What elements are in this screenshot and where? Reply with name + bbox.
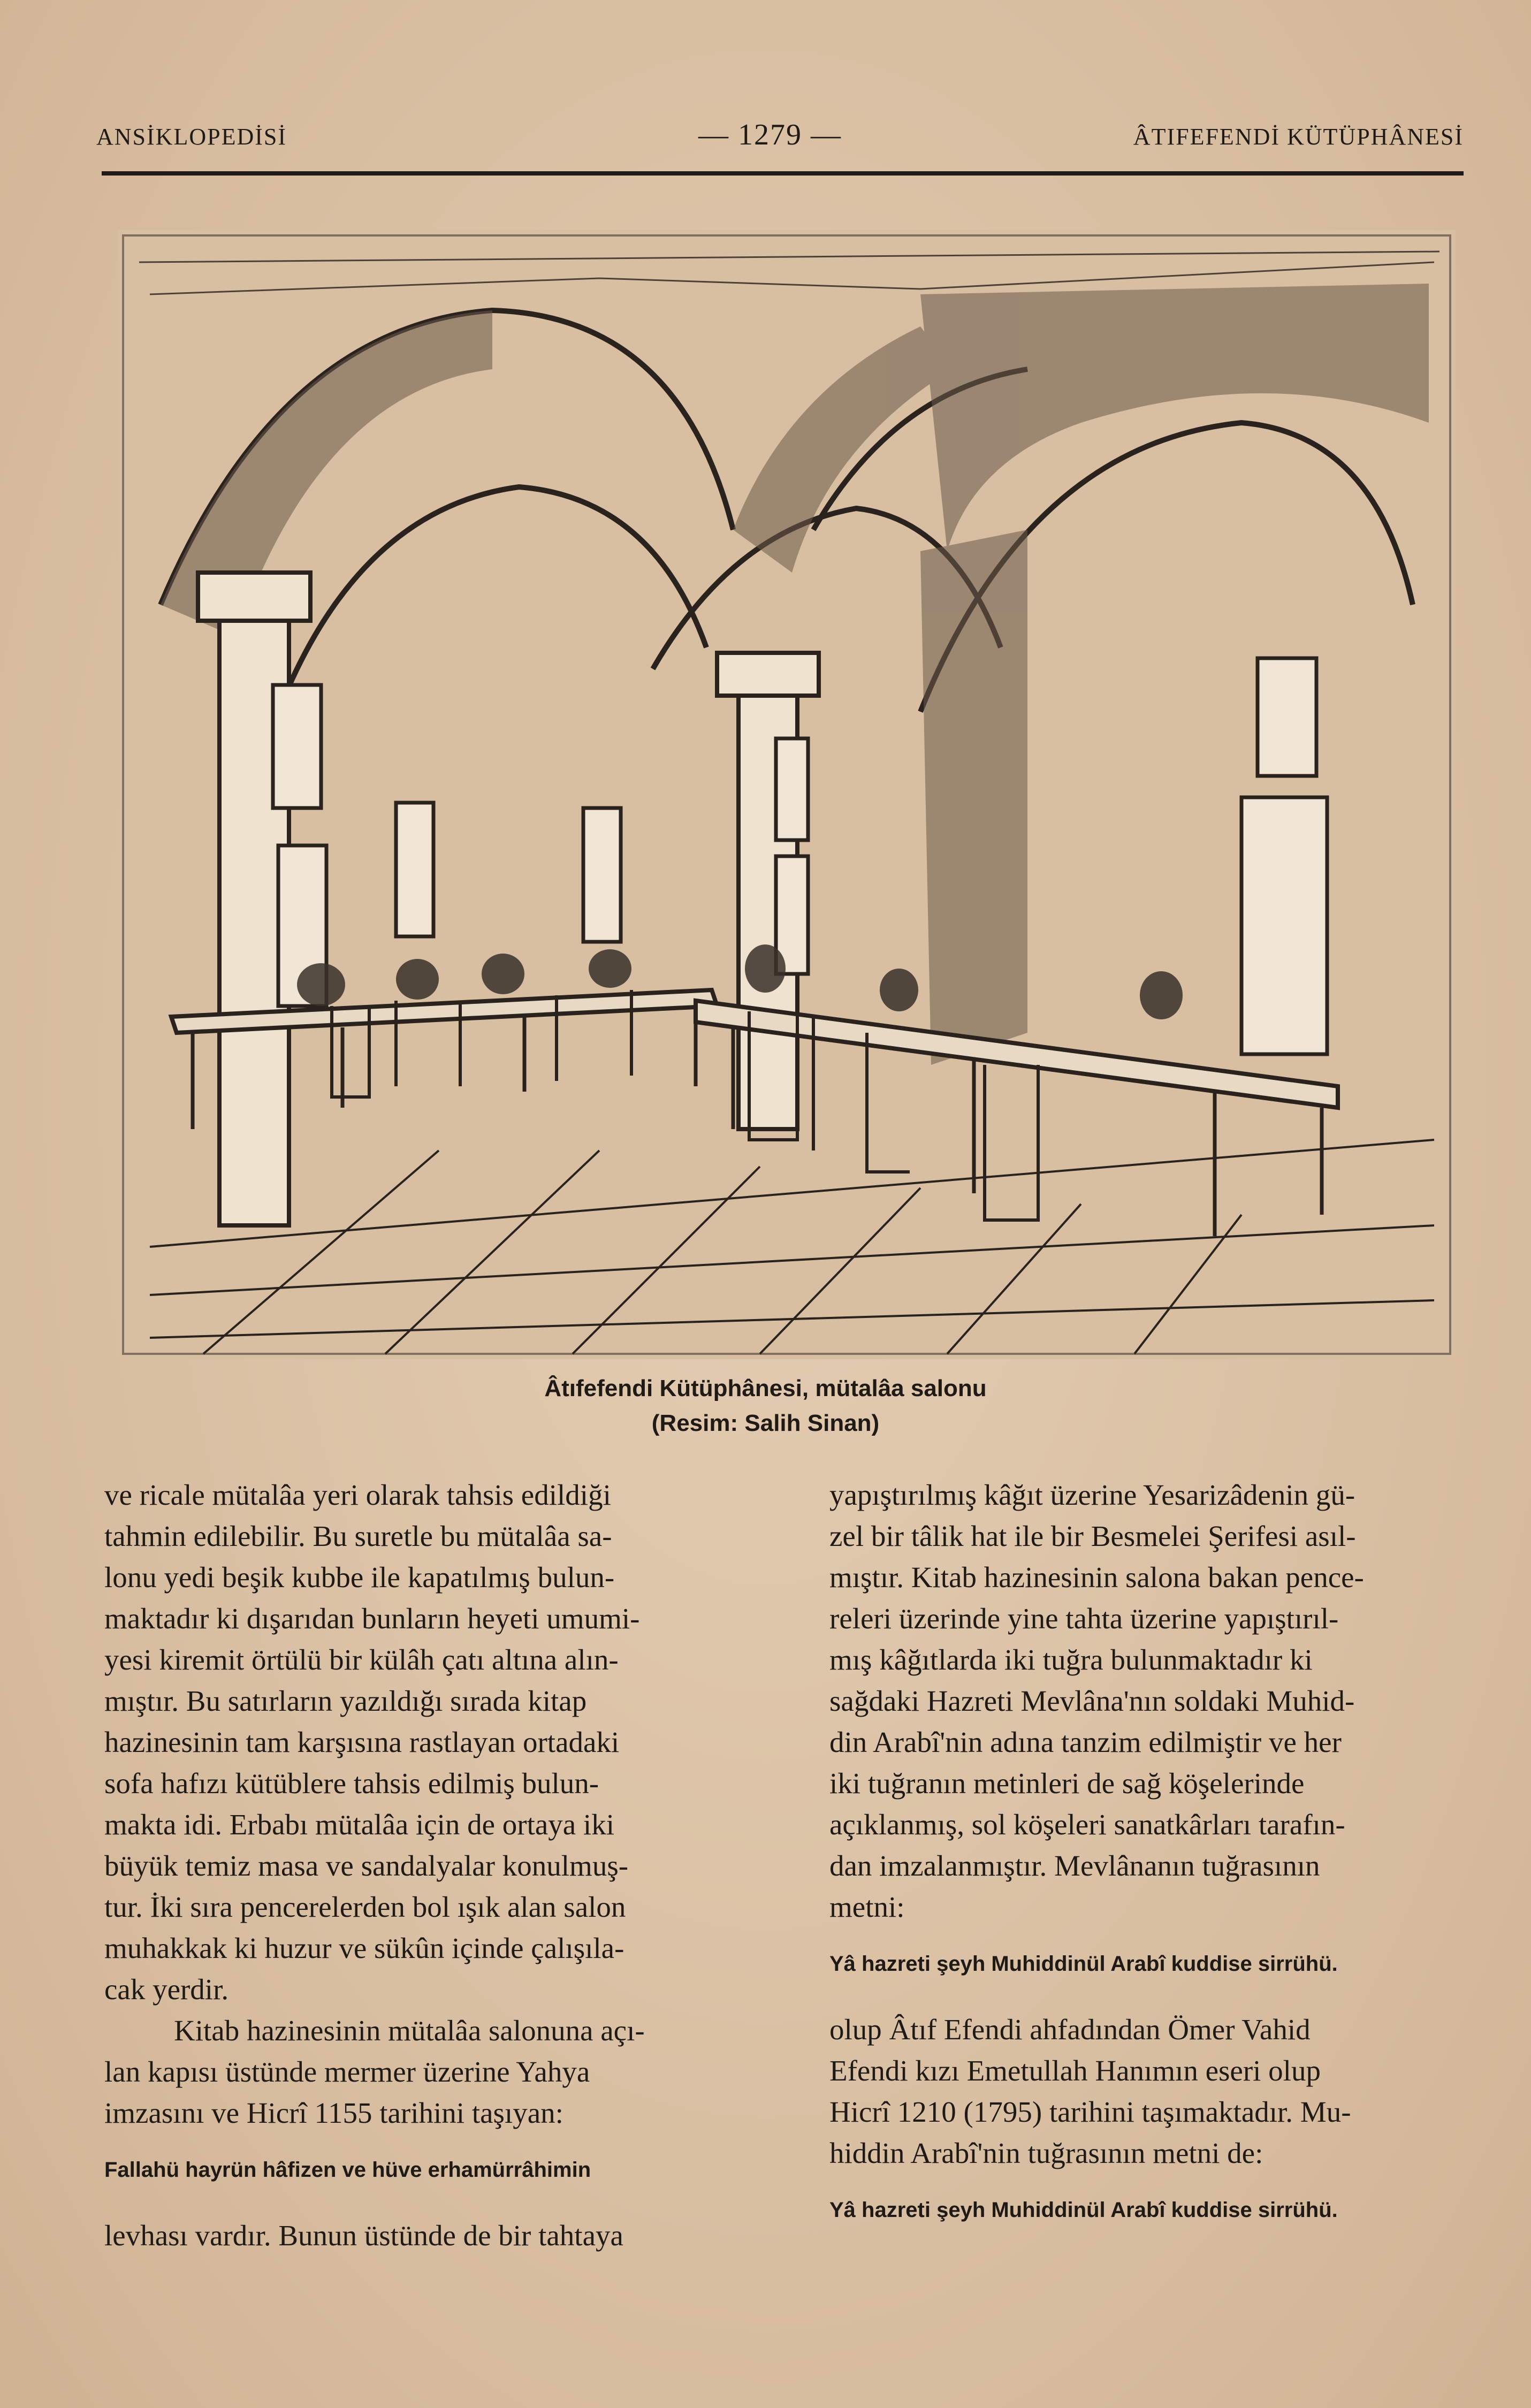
text-line: makta idi. Erbabı mütalâa için de ortaya iki: [104, 1808, 614, 1841]
text-line: levhası vardır. Bunun üstünde de bir tahtaya: [104, 2219, 623, 2252]
inscription-text: Fallahü hayrün hâfizen ve hüve erhamürrâhimin: [104, 2158, 591, 2182]
text-line: yapıştırılmış kâğıt üzerine Yesarizâdenin gü-: [829, 1479, 1355, 1511]
library-reading-hall-drawing-icon: [118, 230, 1456, 1359]
text-line: metni:: [829, 1891, 905, 1923]
text-line: muhakkak ki huzur ve sükûn içinde çalışıla-: [104, 1932, 624, 1964]
text-line: zel bir tâlik hat ile bir Besmelei Şerifesi asıl-: [829, 1520, 1356, 1552]
right-column: [829, 1474, 1477, 2255]
text-line: dan imzalanmıştır. Mevlânanın tuğrasının: [829, 1849, 1320, 1882]
header-left-title: ANSİKLOPEDİSİ: [96, 124, 287, 150]
text-line: cak yerdir.: [104, 1973, 229, 2006]
text-line: olup Âtıf Efendi ahfadından Ömer Vahid: [829, 2013, 1311, 2046]
tughra-inscription-text: Yâ hazreti şeyh Muhiddinül Arabî kuddise sirrühü.: [829, 1952, 1338, 1976]
text-line: hazinesinin tam karşısına rastlayan ortadaki: [104, 1726, 620, 1758]
text-line: mıştır. Bu satırların yazıldığı sırada kitap: [104, 1685, 587, 1717]
text-line: Kitab hazinesinin mütalâa salonuna açı-: [174, 2014, 645, 2047]
figure-caption: Âtıfefendi Kütüphânesi, mütalâa salonu: [544, 1375, 987, 1401]
page-header: [94, 118, 1464, 177]
text-line: lan kapısı üstünde mermer üzerine Yahya: [104, 2055, 590, 2088]
header-right-title: ÂTIFEFENDİ KÜTÜPHÂNESİ: [1133, 124, 1464, 150]
text-line: tur. İki sıra pencerelerden bol ışık alan salon: [104, 1891, 626, 1923]
text-line: din Arabî'nin adına tanzim edilmiştir ve her: [829, 1726, 1342, 1758]
left-column: [104, 1474, 752, 2256]
text-line: hiddin Arabî'nin tuğrasının metni de:: [829, 2137, 1263, 2169]
text-line: mış kâğıtlarda iki tuğra bulunmaktadır ki: [829, 1643, 1313, 1676]
text-line: lonu yedi beşik kubbe ile kapatılmış bulun-: [104, 1561, 615, 1594]
header-rule: [102, 171, 1464, 176]
text-line: maktadır ki dışarıdan bunların heyeti umumi-: [104, 1602, 640, 1635]
text-line: releri üzerinde yine tahta üzerine yapıştırıl-: [829, 1602, 1339, 1635]
text-line: imzasını ve Hicrî 1155 tarihini taşıyan:: [104, 2097, 563, 2129]
text-line: açıklanmış, sol köşeleri sanatkârları tarafın-: [829, 1808, 1345, 1841]
text-line: mıştır. Kitab hazinesinin salona bakan pence-: [829, 1561, 1364, 1594]
page-number: — 1279 —: [698, 118, 842, 151]
text-line: iki tuğranın metinleri de sağ köşelerinde: [829, 1767, 1305, 1800]
text-line: tahmin edilebilir. Bu suretle bu mütalâa sa-: [104, 1520, 612, 1552]
text-line: büyük temiz masa ve sandalyalar konulmuş-: [104, 1849, 629, 1882]
tughra-inscription-text: Yâ hazreti şeyh Muhiddinül Arabî kuddise sirrühü.: [829, 2198, 1338, 2222]
figure-credit: (Resim: Salih Sinan): [651, 1410, 880, 1436]
text-line: ve ricale mütalâa yeri olarak tahsis edildiği: [104, 1479, 611, 1511]
text-line: yesi kiremit örtülü bir külâh çatı altına alın-: [104, 1643, 619, 1676]
text-line: sofa hafızı kütüblere tahsis edilmiş bulun-: [104, 1767, 599, 1800]
text-line: Efendi kızı Emetullah Hanımın eseri olup: [829, 2054, 1321, 2087]
text-line: Hicrî 1210 (1795) tarihini taşımaktadır. Mu-: [829, 2095, 1351, 2128]
text-line: sağdaki Hazreti Mevlâna'nın soldaki Muhid-: [829, 1685, 1355, 1717]
